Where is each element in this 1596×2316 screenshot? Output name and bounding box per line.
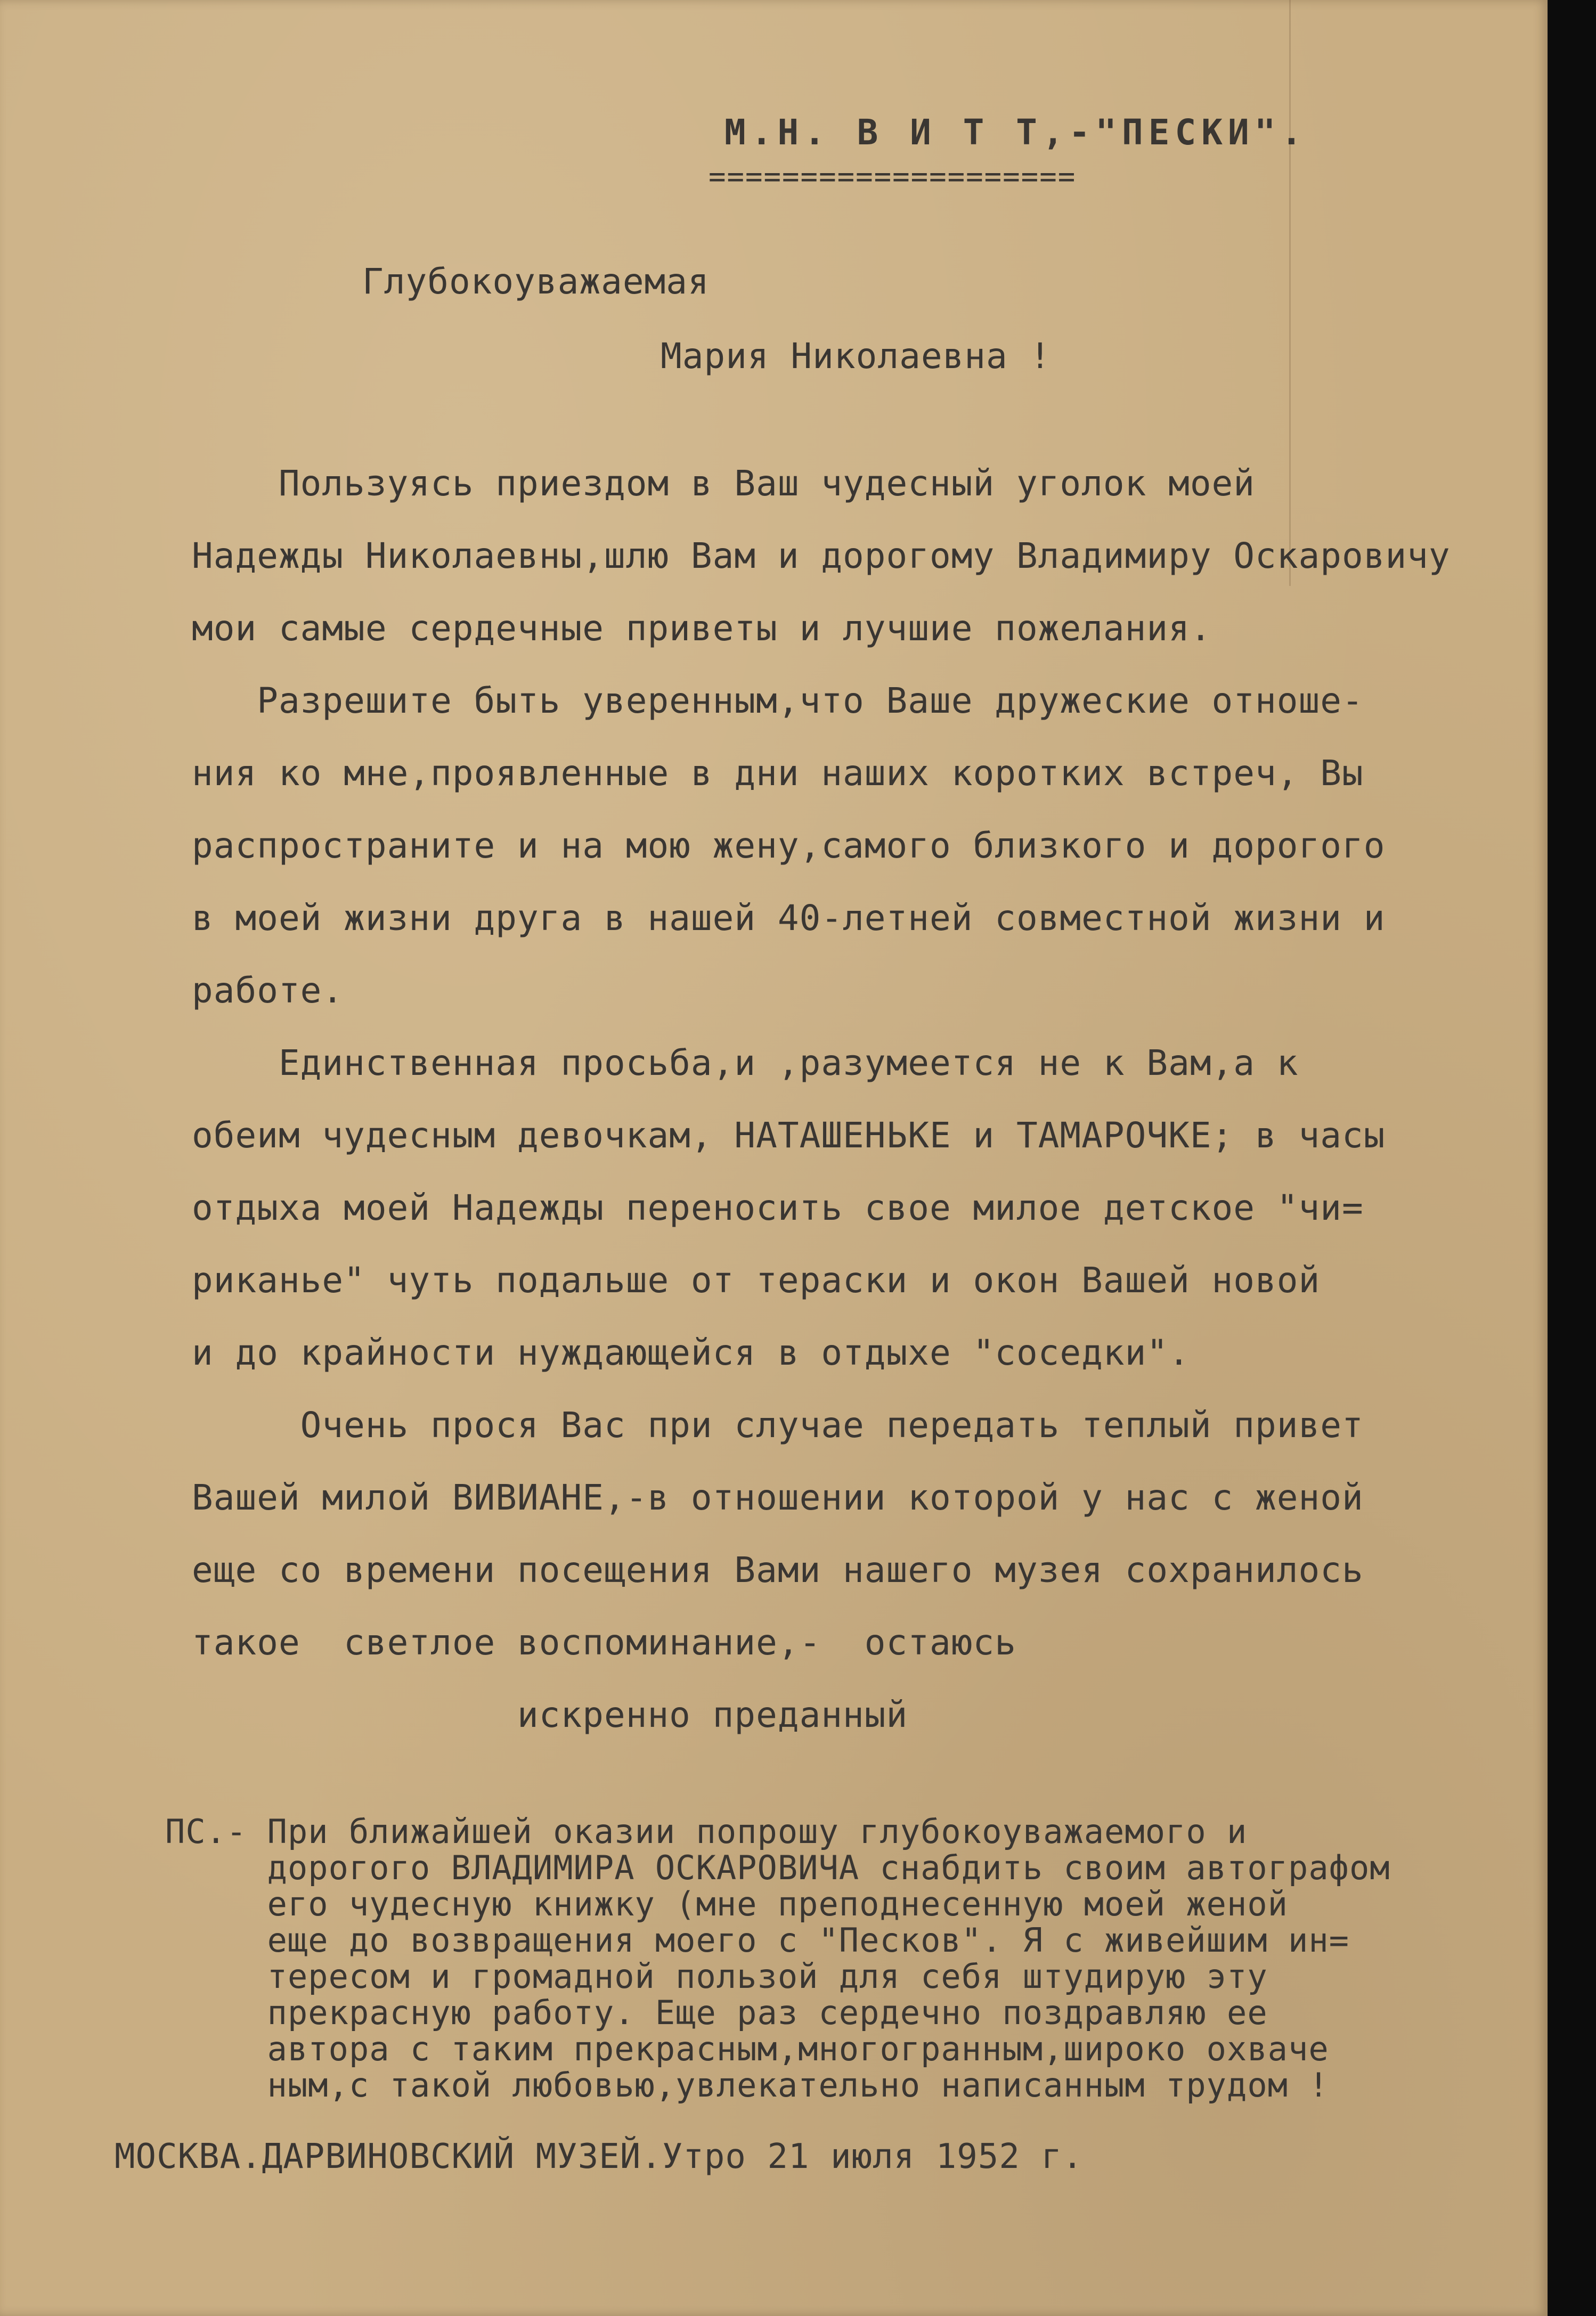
scan-background-edge bbox=[1548, 0, 1596, 2316]
letter-body: Пользуясь приездом в Ваш чудесный уголок моей Надежды Николаевны,шлю Вам и дорогому Владимиру Оскаровичу мои самые сердечные приветы и лучшие пожелания. Разрешите быть уверенным,что Ваше дружеские отноше- ния ко мне,проявленные в дни наших коротких встреч, Вы распространите и на мою жену,самого близкого и дорогого в моей жизни друга в нашей 40-летней совместной жизни и работе. Единственная просьба,и ,разумеется не к Вам,а к обеим чудесным девочкам, НАТАШЕНЬКЕ и ТАМАРОЧКЕ; в часы отдыха моей Надежды переносить свое милое детское "чи= риканье" чуть подальше от тераски и окон Вашей новой и до крайности нуждающейся в отдыхе "соседки". Очень прося Вас при случае передать теплый привет Вашей милой ВИВИАНЕ,-в отношении которой у нас с женой еще со времени посещения Вами нашего музея сохранилось такое светлое воспоминание,- остаюсь искренно преданный bbox=[192, 463, 1451, 1735]
addressee: Мария Николаевна ! bbox=[661, 336, 1052, 377]
salutation: Глубокоуважаемая bbox=[362, 261, 710, 302]
postscript: ПС.- При ближайшей оказии попрошу глубокоуважаемого и дорогого ВЛАДИМИРА ОСКАРОВИЧА снабдить своим автографом его чудесную книжку (мне преподнесенную моей женой еще до возвращения моего с "Песков". Я с живейшим ин= тересом и громадной пользой для себя штудирую эту прекрасную работу. Еще раз сердечно поздравляю ее автора с таким прекрасным,многогранным,широко охваче ным,с такой любовью,увлекательно написанным трудом ! bbox=[165, 1812, 1390, 2105]
letterhead-title: М.Н. В И Т Т,-"ПЕСКИ". bbox=[724, 112, 1308, 153]
letterhead-underline: ==================== bbox=[709, 160, 1077, 193]
place-and-date: МОСКВА.ДАРВИНОВСКИЙ МУЗЕЙ.Утро 21 июля 1952 г. bbox=[115, 2137, 1084, 2176]
